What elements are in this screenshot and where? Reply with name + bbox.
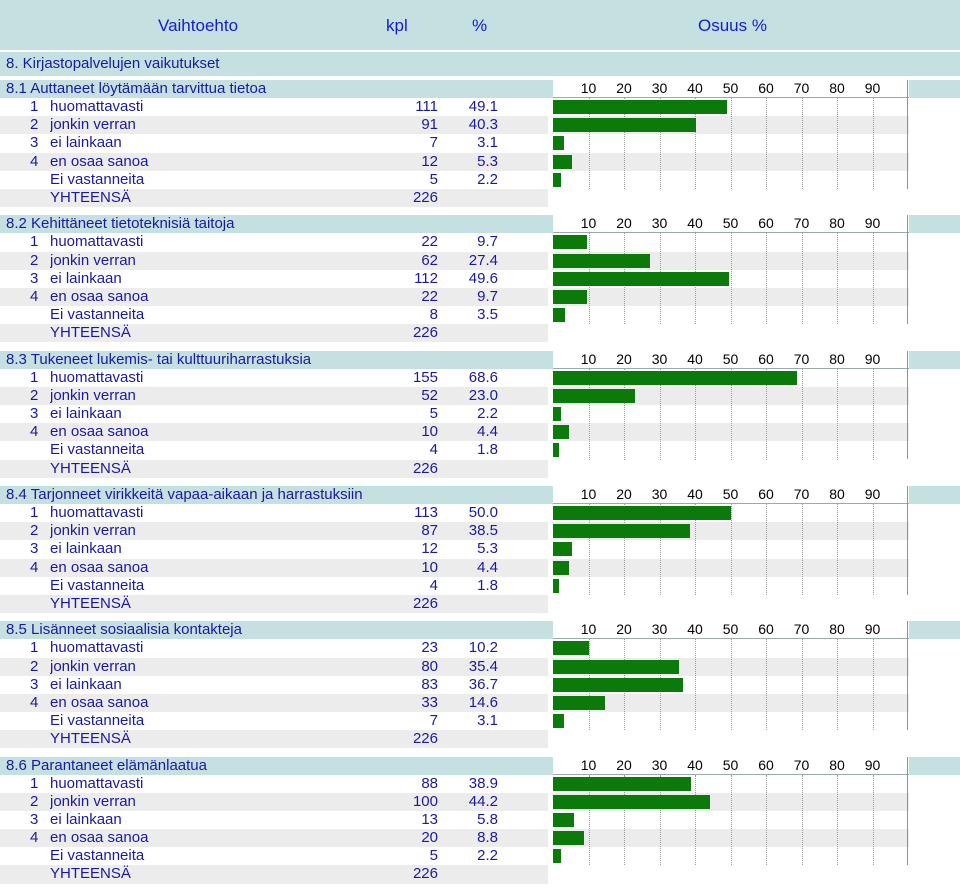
row-number: 2 <box>30 657 39 675</box>
row-percent: 1.8 <box>477 576 498 594</box>
chart-bar <box>553 389 635 403</box>
row-label: ei lainkaan <box>50 405 122 423</box>
row-number: 2 <box>30 116 39 134</box>
row-count: 23 <box>421 639 438 657</box>
row-percent <box>440 189 498 207</box>
chart-right-edge <box>907 486 908 595</box>
axis-tick-label: 50 <box>722 80 739 96</box>
row-number: 1 <box>30 233 39 251</box>
axis-tick-label: 30 <box>651 756 668 773</box>
axis-tick-label: 70 <box>793 215 810 232</box>
grid-line <box>873 233 875 324</box>
row-percent: 4.4 <box>477 423 498 441</box>
row-percent: 2.2 <box>477 847 498 865</box>
axis-tick-label: 60 <box>758 80 774 96</box>
axis-tick-label: 50 <box>722 621 739 638</box>
row-number: 4 <box>30 287 39 305</box>
axis-tick-label: 90 <box>864 350 881 367</box>
row-number: 4 <box>30 693 39 711</box>
chart-right-edge <box>907 621 908 730</box>
row-number <box>30 577 44 595</box>
chart-bar <box>553 831 584 845</box>
row-percent: 50.0 <box>468 504 498 522</box>
row-label: Ei vastanneita <box>50 847 145 865</box>
axis-tick-label: 40 <box>687 350 703 367</box>
chart-bar <box>553 641 589 655</box>
axis-tick-label: 80 <box>829 215 845 232</box>
row-label: ei lainkaan <box>50 540 122 558</box>
row-label: ei lainkaan <box>50 134 122 152</box>
total-label: YHTEENSÄ <box>50 188 131 206</box>
header-vaihtoehto: Vaihtoehto <box>158 16 239 35</box>
axis-tick-label: 50 <box>722 756 739 773</box>
row-percent: 23.0 <box>468 386 498 404</box>
row-number: 3 <box>30 540 39 558</box>
axis-tick-label: 10 <box>580 350 597 367</box>
grid-line <box>873 504 875 595</box>
grid-line <box>802 98 804 189</box>
row-percent: 1.8 <box>477 441 498 459</box>
row-percent: 5.8 <box>477 810 498 828</box>
grid-line <box>766 233 768 324</box>
row-number: 3 <box>30 134 39 152</box>
chart-bar <box>553 542 572 556</box>
grid-line <box>695 639 697 730</box>
grid-line <box>766 775 768 866</box>
grid-line <box>802 775 804 866</box>
row-percent: 27.4 <box>468 251 498 269</box>
axis-tick-label: 80 <box>829 80 845 96</box>
axis-tick-label: 10 <box>580 621 597 638</box>
axis-tick-label: 70 <box>793 756 810 773</box>
row-number: 3 <box>30 405 39 423</box>
row-count: 80 <box>421 657 438 675</box>
row-number: 3 <box>30 810 39 828</box>
chart-bar <box>553 506 731 520</box>
row-number <box>30 595 44 613</box>
grid-line <box>695 775 697 866</box>
row-count: 4 <box>429 441 438 459</box>
axis-tick-label: 40 <box>687 80 703 96</box>
axis-tick-label: 70 <box>793 621 810 638</box>
header-kpl: kpl <box>386 16 408 35</box>
chart-bar <box>553 235 587 249</box>
chart-right-edge <box>907 757 908 866</box>
row-count: 5 <box>429 847 438 865</box>
grid-line <box>837 775 839 866</box>
total-label: YHTEENSÄ <box>50 459 131 477</box>
chart-bar <box>553 561 569 575</box>
chart-right-edge <box>907 351 908 460</box>
axis-tick-label: 10 <box>580 215 597 232</box>
row-percent: 14.6 <box>468 693 498 711</box>
chart-bar <box>553 272 729 286</box>
total-count: 226 <box>412 865 438 883</box>
row-number <box>30 865 44 883</box>
chart-bar <box>553 849 561 863</box>
row-percent: 2.2 <box>477 170 498 188</box>
row-percent: 3.5 <box>477 306 498 324</box>
row-percent: 8.8 <box>477 829 498 847</box>
row-count: 20 <box>421 829 438 847</box>
grid-line <box>837 639 839 730</box>
axis-tick-label: 20 <box>616 80 632 96</box>
row-percent: 35.4 <box>468 657 498 675</box>
grid-line <box>837 233 839 324</box>
row-percent: 68.6 <box>468 368 498 386</box>
row-count: 12 <box>421 540 438 558</box>
axis-tick-label: 90 <box>864 621 881 638</box>
column-header-band <box>0 0 960 50</box>
chart-bar <box>553 136 564 150</box>
row-number: 1 <box>30 98 39 116</box>
axis-tick-label: 40 <box>687 756 703 773</box>
row-number: 3 <box>30 675 39 693</box>
chart-bar <box>553 795 710 809</box>
chart-bar <box>553 813 574 827</box>
total-label: YHTEENSÄ <box>50 594 131 612</box>
axis-tick-label: 10 <box>580 756 597 773</box>
row-count: 10 <box>421 558 438 576</box>
chart-bar <box>553 696 605 710</box>
row-label: ei lainkaan <box>50 269 122 287</box>
axis-tick-label: 60 <box>758 621 774 638</box>
total-label: YHTEENSÄ <box>50 324 131 342</box>
row-count: 22 <box>421 287 438 305</box>
row-count: 87 <box>421 522 438 540</box>
row-label: Ei vastanneita <box>50 711 145 729</box>
row-label: jonkin verran <box>50 116 136 134</box>
axis-tick-label: 20 <box>616 350 632 367</box>
row-label: Ei vastanneita <box>50 170 145 188</box>
row-number <box>30 306 44 324</box>
row-count: 8 <box>429 306 438 324</box>
axis-tick-label: 40 <box>687 215 703 232</box>
row-label: huomattavasti <box>50 504 144 522</box>
axis-tick-label: 10 <box>580 485 597 502</box>
row-count: 62 <box>421 251 438 269</box>
axis-tick-label: 70 <box>793 80 810 96</box>
row-number <box>30 712 44 730</box>
row-count: 52 <box>421 386 438 404</box>
axis-tick-label: 50 <box>722 350 739 367</box>
row-number <box>30 441 44 459</box>
row-number <box>30 171 44 189</box>
row-count: 5 <box>429 405 438 423</box>
row-label: en osaa sanoa <box>50 558 149 576</box>
axis-tick-label: 10 <box>580 80 597 96</box>
chart-bar <box>553 443 559 457</box>
grid-line <box>873 639 875 730</box>
row-label: huomattavasti <box>50 233 144 251</box>
chart-bar <box>553 660 679 674</box>
row-count: 155 <box>412 368 438 386</box>
axis-tick-label: 70 <box>793 350 810 367</box>
row-label: en osaa sanoa <box>50 287 149 305</box>
total-count: 226 <box>412 459 438 477</box>
chart-bar <box>553 714 564 728</box>
total-label: YHTEENSÄ <box>50 730 131 748</box>
row-percent: 38.5 <box>468 522 498 540</box>
axis-tick-label: 80 <box>829 756 845 773</box>
row-number: 4 <box>30 558 39 576</box>
total-count: 226 <box>412 730 438 748</box>
section-title: 8.2 Kehittäneet tietoteknisiä taitoja <box>0 215 548 233</box>
row-number <box>30 847 44 865</box>
chart-bar <box>553 290 587 304</box>
grid-line <box>802 504 804 595</box>
grid-line <box>837 369 839 460</box>
main-title: 8. Kirjastopalvelujen vaikutukset <box>0 52 960 76</box>
axis-tick-label: 30 <box>651 215 668 232</box>
axis-tick-label: 30 <box>651 485 668 502</box>
row-label: huomattavasti <box>50 368 144 386</box>
axis-tick-label: 40 <box>687 485 703 502</box>
chart-bar <box>553 155 572 169</box>
row-number <box>30 460 44 478</box>
grid-line <box>731 639 733 730</box>
row-count: 10 <box>421 423 438 441</box>
chart-bar <box>553 579 559 593</box>
row-percent <box>440 865 498 883</box>
row-percent: 36.7 <box>468 675 498 693</box>
axis-tick-label: 60 <box>758 350 774 367</box>
row-percent: 4.4 <box>477 558 498 576</box>
row-count: 100 <box>412 792 438 810</box>
grid-line <box>873 369 875 460</box>
row-count: 12 <box>421 152 438 170</box>
chart-bar <box>553 173 561 187</box>
grid-line <box>802 639 804 730</box>
axis-tick-label: 70 <box>793 485 810 502</box>
row-number: 1 <box>30 504 39 522</box>
chart-right-edge <box>907 80 908 189</box>
chart-bar <box>553 118 696 132</box>
grid-line <box>837 504 839 595</box>
grid-line <box>873 98 875 189</box>
axis-tick-label: 90 <box>864 485 881 502</box>
row-label: ei lainkaan <box>50 675 122 693</box>
axis-tick-label: 90 <box>864 215 881 232</box>
grid-line <box>766 639 768 730</box>
axis-tick-label: 50 <box>722 485 739 502</box>
chart-bar <box>553 777 691 791</box>
grid-line <box>766 98 768 189</box>
row-number: 1 <box>30 368 39 386</box>
grid-line <box>802 233 804 324</box>
row-label: Ei vastanneita <box>50 441 145 459</box>
grid-line <box>766 504 768 595</box>
grid-line <box>731 504 733 595</box>
row-number: 2 <box>30 522 39 540</box>
axis-tick-label: 30 <box>651 80 668 96</box>
row-percent: 49.6 <box>468 269 498 287</box>
row-label: huomattavasti <box>50 774 144 792</box>
row-count: 91 <box>421 116 438 134</box>
row-number: 4 <box>30 829 39 847</box>
row-label: jonkin verran <box>50 386 136 404</box>
row-count: 113 <box>414 504 438 522</box>
section-title: 8.1 Auttaneet löytämään tarvittua tietoa <box>0 80 548 98</box>
header-percent: % <box>472 16 488 35</box>
row-count: 7 <box>429 134 438 152</box>
section-title: 8.5 Lisänneet sosiaalisia kontakteja <box>0 621 548 639</box>
chart-bar <box>553 407 561 421</box>
row-percent: 10.2 <box>468 639 498 657</box>
row-label: ei lainkaan <box>50 810 122 828</box>
row-label: jonkin verran <box>50 251 136 269</box>
row-percent: 44.2 <box>468 792 498 810</box>
row-label: jonkin verran <box>50 522 136 540</box>
axis-tick-label: 20 <box>616 621 632 638</box>
chart-bar <box>553 678 683 692</box>
axis-tick-label: 40 <box>687 621 703 638</box>
row-count: 112 <box>414 269 438 287</box>
row-number: 1 <box>30 774 39 792</box>
row-number: 3 <box>30 269 39 287</box>
row-percent: 40.3 <box>468 116 498 134</box>
row-count: 83 <box>421 675 438 693</box>
chart-bar <box>553 254 650 268</box>
grid-line <box>731 775 733 866</box>
total-count: 226 <box>412 594 438 612</box>
row-count: 111 <box>415 98 438 116</box>
chart-bar <box>553 425 569 439</box>
section-title: 8.6 Parantaneet elämänlaatua <box>0 757 548 775</box>
row-number: 2 <box>30 386 39 404</box>
row-number <box>30 324 44 342</box>
row-percent: 38.9 <box>468 774 498 792</box>
row-count: 33 <box>421 693 438 711</box>
row-number: 4 <box>30 152 39 170</box>
row-label: huomattavasti <box>50 639 144 657</box>
axis-tick-label: 20 <box>616 485 632 502</box>
grid-line <box>873 775 875 866</box>
chart-bar <box>553 371 797 385</box>
axis-tick-label: 20 <box>616 215 632 232</box>
row-label: huomattavasti <box>50 98 144 116</box>
row-number: 4 <box>30 423 39 441</box>
section-title: 8.3 Tukeneet lukemis- tai kulttuuriharrastuksia <box>0 351 548 369</box>
row-label: jonkin verran <box>50 792 136 810</box>
axis-tick-label: 80 <box>829 621 845 638</box>
axis-tick-label: 80 <box>829 485 845 502</box>
total-count: 226 <box>412 188 438 206</box>
row-label: Ei vastanneita <box>50 306 145 324</box>
row-count: 5 <box>429 170 438 188</box>
total-label: YHTEENSÄ <box>50 865 131 883</box>
row-percent: 9.7 <box>477 233 498 251</box>
axis-tick-label: 30 <box>651 621 668 638</box>
row-percent <box>440 324 498 342</box>
row-number <box>30 730 44 748</box>
row-percent <box>440 460 498 478</box>
row-count: 13 <box>421 810 438 828</box>
axis-tick-label: 90 <box>864 756 881 773</box>
row-percent: 49.1 <box>468 98 498 116</box>
row-percent: 5.3 <box>477 540 498 558</box>
row-percent: 9.7 <box>477 287 498 305</box>
header-osuus: Osuus % <box>698 16 767 35</box>
row-count: 4 <box>429 576 438 594</box>
chart-bar <box>553 524 690 538</box>
row-percent <box>440 730 498 748</box>
row-count: 7 <box>429 711 438 729</box>
row-label: Ei vastanneita <box>50 576 145 594</box>
grid-line <box>731 98 733 189</box>
chart-bar <box>553 308 565 322</box>
row-label: en osaa sanoa <box>50 152 149 170</box>
chart-right-edge <box>907 215 908 324</box>
row-number: 2 <box>30 251 39 269</box>
row-percent: 3.1 <box>477 711 498 729</box>
row-number <box>30 189 44 207</box>
row-label: en osaa sanoa <box>50 693 149 711</box>
row-percent: 2.2 <box>477 405 498 423</box>
row-percent <box>440 595 498 613</box>
grid-line <box>731 233 733 324</box>
row-number: 1 <box>30 639 39 657</box>
total-count: 226 <box>412 324 438 342</box>
section-title: 8.4 Tarjonneet virikkeitä vapaa-aikaan ja harrastuksiin <box>0 486 548 504</box>
axis-tick-label: 30 <box>651 350 668 367</box>
row-number: 2 <box>30 792 39 810</box>
chart-bar <box>553 100 727 114</box>
row-count: 88 <box>421 774 438 792</box>
axis-tick-label: 20 <box>616 756 632 773</box>
row-label: en osaa sanoa <box>50 423 149 441</box>
row-count: 22 <box>421 233 438 251</box>
axis-tick-label: 60 <box>758 756 774 773</box>
row-percent: 5.3 <box>477 152 498 170</box>
axis-tick-label: 60 <box>758 485 774 502</box>
row-label: en osaa sanoa <box>50 829 149 847</box>
row-percent: 3.1 <box>477 134 498 152</box>
axis-tick-label: 50 <box>722 215 739 232</box>
axis-tick-label: 60 <box>758 215 774 232</box>
axis-tick-label: 90 <box>864 80 881 96</box>
row-label: jonkin verran <box>50 657 136 675</box>
axis-tick-label: 80 <box>829 350 845 367</box>
grid-line <box>802 369 804 460</box>
grid-line <box>837 98 839 189</box>
